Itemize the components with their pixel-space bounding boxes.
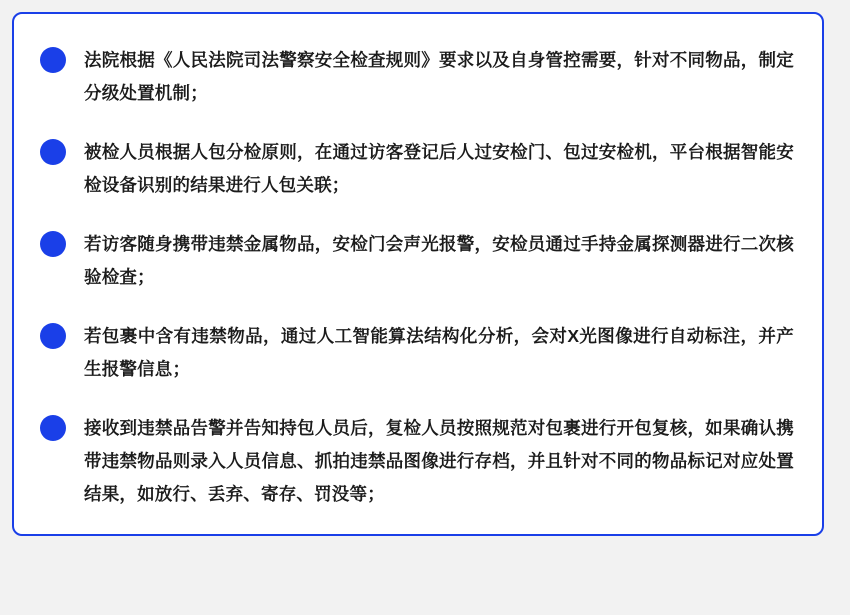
list-item: [40, 136, 794, 202]
filled-circle-bullet-icon: [40, 47, 66, 73]
list-item-text: 接收到违禁品告警并告知持包人员后，复检人员按照规范对包裹进行开包复核，如果确认携带违禁物品则录入人员信息、抓拍违禁品图像进行存档，并且针对不同的物品标记对应处置结果，如放行、丢弃、寄存、罚没等；: [84, 418, 794, 504]
filled-circle-bullet-icon: [40, 231, 66, 257]
filled-circle-bullet-icon: [40, 139, 66, 165]
list-item-text: 被检人员根据人包分检原则，在通过访客登记后人过安检门、包过安检机，平台根据智能安检设备识别的结果进行人包关联；: [84, 142, 794, 195]
list-item-text: 若包裹中含有违禁物品，通过人工智能算法结构化分析，会对X光图像进行自动标注，并产生报警信息；: [84, 326, 794, 379]
process-step-list: [40, 44, 794, 511]
list-item: [40, 320, 794, 386]
list-item: [40, 412, 794, 511]
filled-circle-bullet-icon: [40, 415, 66, 441]
list-item-text: 若访客随身携带违禁金属物品，安检门会声光报警，安检员通过手持金属探测器进行二次核验检查；: [84, 234, 794, 287]
list-item: [40, 228, 794, 294]
filled-circle-bullet-icon: [40, 323, 66, 349]
list-item-text: 法院根据《人民法院司法警察安全检查规则》要求以及自身管控需要，针对不同物品，制定分级处置机制；: [84, 50, 794, 103]
content-card: [12, 12, 824, 536]
list-item: [40, 44, 794, 110]
